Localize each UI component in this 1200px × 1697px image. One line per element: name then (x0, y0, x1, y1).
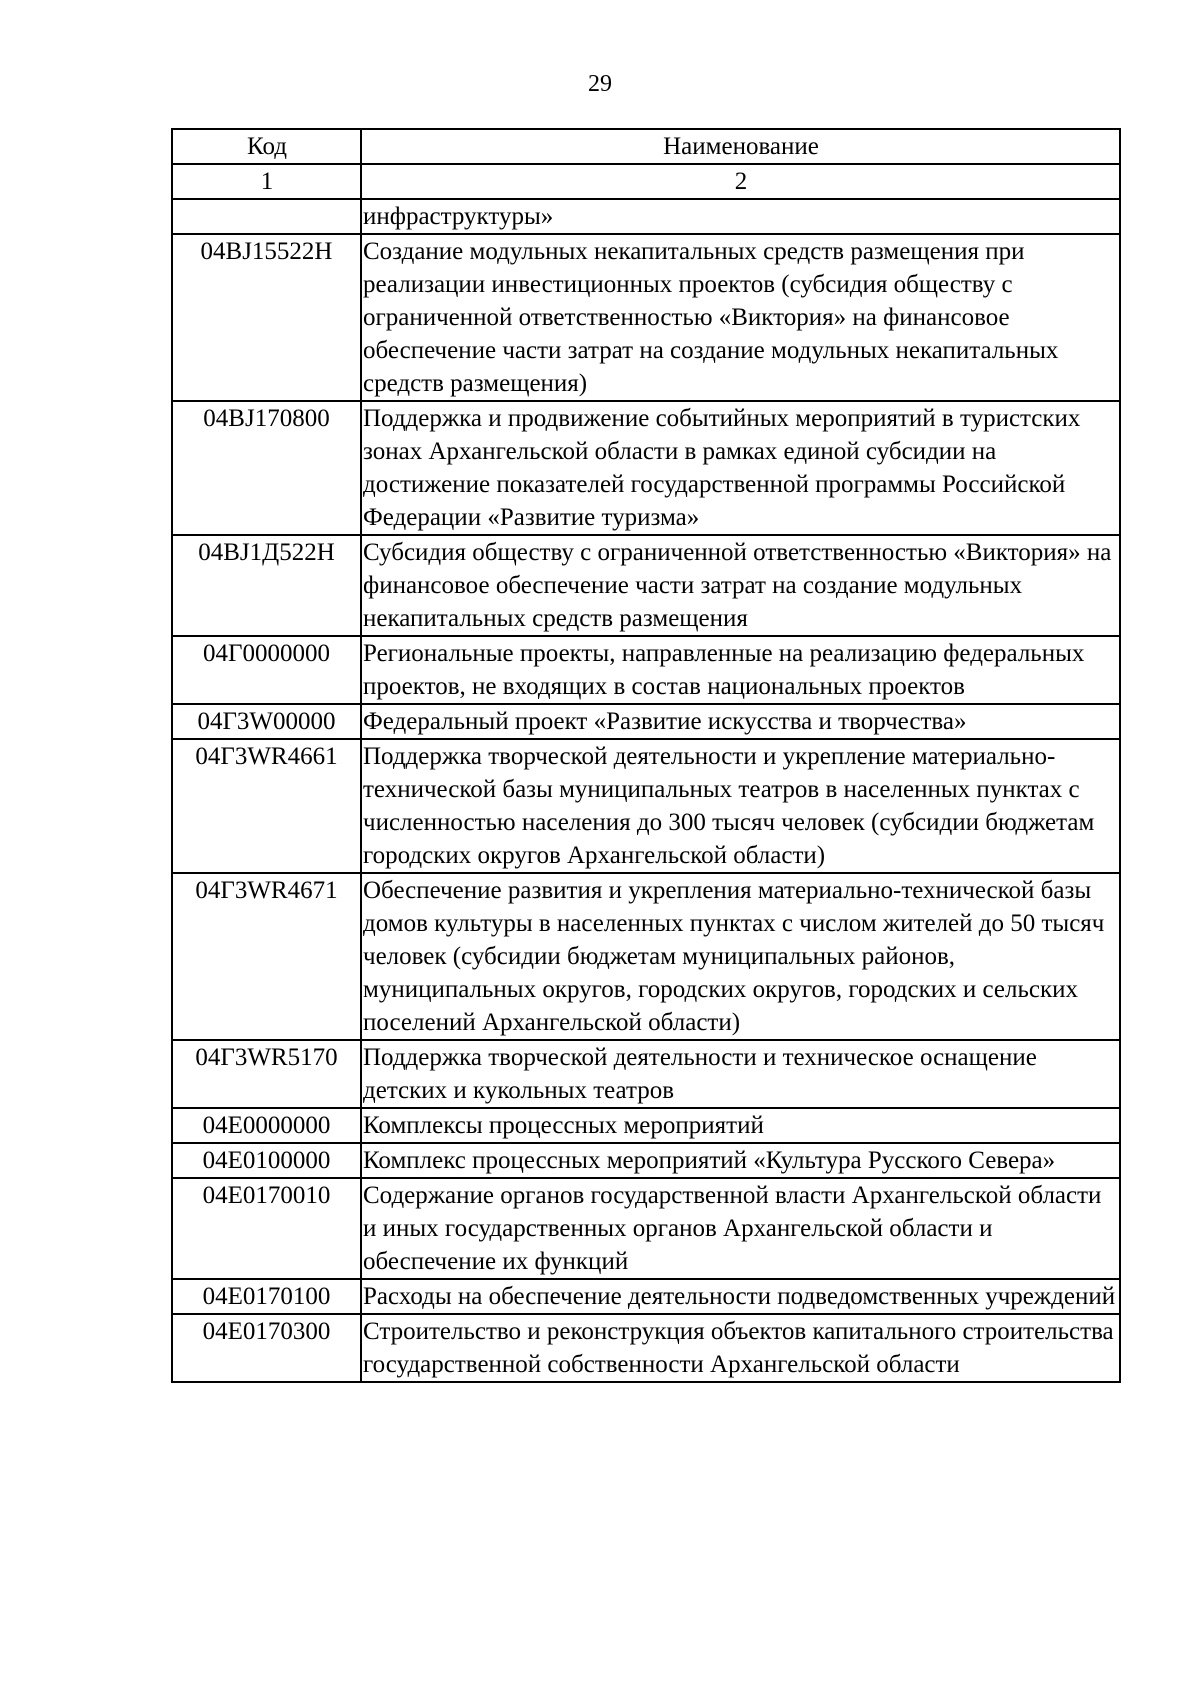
row-code (172, 199, 361, 234)
row-code: 04Г0000000 (172, 636, 361, 704)
table-row (172, 1178, 1120, 1279)
row-name: Субсидия обществу с ограниченной ответственностью «Виктория» на финансовое обеспечение части затрат на создание модульных некапитальных средств размещения (361, 535, 1120, 636)
table-row (172, 1314, 1120, 1382)
row-name: Содержание органов государственной власти Архангельской области и иных государственных органов Архангельской области и обеспечение их функций (361, 1178, 1120, 1279)
row-name: инфраструктуры» (361, 199, 1120, 234)
row-name: Обеспечение развития и укрепления материально-технической базы домов культуры в населенных пунктах с числом жителей до 50 тысяч человек (субсидии бюджетам муниципальных районов, муниципальных округов, городских округов, городских и сельских поселений Архангельской области) (361, 873, 1120, 1040)
row-code: 04Е0170300 (172, 1314, 361, 1382)
row-code: 04Г3W00000 (172, 704, 361, 739)
table-header-row (172, 129, 1120, 164)
budget-code-table (171, 128, 1121, 1383)
table-row (172, 739, 1120, 873)
row-code: 04Е0100000 (172, 1143, 361, 1178)
row-name: Федеральный проект «Развитие искусства и творчества» (361, 704, 1120, 739)
table-row (172, 234, 1120, 401)
column-number-row (172, 164, 1120, 199)
row-name: Комплексы процессных мероприятий (361, 1108, 1120, 1143)
row-name: Расходы на обеспечение деятельности подведомственных учреждений (361, 1279, 1120, 1314)
row-name: Создание модульных некапитальных средств размещения при реализации инвестиционных проектов (субсидия обществу с ограниченной ответственностью «Виктория» на финансовое обеспечение части затрат на создание модульных некапитальных средств размещения) (361, 234, 1120, 401)
table-row (172, 1040, 1120, 1108)
table-row (172, 1279, 1120, 1314)
table-row (172, 535, 1120, 636)
column-number-code: 1 (172, 164, 361, 199)
row-name: Строительство и реконструкция объектов капитального строительства государственной собственности Архангельской области (361, 1314, 1120, 1382)
row-name: Поддержка творческой деятельности и техническое оснащение детских и кукольных театров (361, 1040, 1120, 1108)
row-code: 04Г3WR4661 (172, 739, 361, 873)
row-code: 04BJ170800 (172, 401, 361, 535)
table-row (172, 1143, 1120, 1178)
row-name: Поддержка и продвижение событийных мероприятий в туристских зонах Архангельской области в рамках единой субсидии на достижение показателей государственной программы Российской Федерации «Развитие туризма» (361, 401, 1120, 535)
table-row (172, 636, 1120, 704)
table-row (172, 873, 1120, 1040)
row-code: 04Г3WR5170 (172, 1040, 361, 1108)
row-code: 04BJ1Д522H (172, 535, 361, 636)
row-code: 04Е0170010 (172, 1178, 361, 1279)
column-number-name: 2 (361, 164, 1120, 199)
header-name: Наименование (361, 129, 1120, 164)
row-name: Поддержка творческой деятельности и укрепление материально-технической базы муниципальных театров в населенных пунктах с численностью населения до 300 тысяч человек (субсидии бюджетам городских округов Архангельской области) (361, 739, 1120, 873)
row-code: 04Е0000000 (172, 1108, 361, 1143)
row-code: 04BJ15522H (172, 234, 361, 401)
table-row (172, 704, 1120, 739)
table-row (172, 401, 1120, 535)
header-code: Код (172, 129, 361, 164)
row-code: 04Е0170100 (172, 1279, 361, 1314)
page-number: 29 (588, 71, 612, 97)
row-name: Региональные проекты, направленные на реализацию федеральных проектов, не входящих в состав национальных проектов (361, 636, 1120, 704)
table-row (172, 1108, 1120, 1143)
row-name: Комплекс процессных мероприятий «Культура Русского Севера» (361, 1143, 1120, 1178)
row-code: 04Г3WR4671 (172, 873, 361, 1040)
table-row (172, 199, 1120, 234)
